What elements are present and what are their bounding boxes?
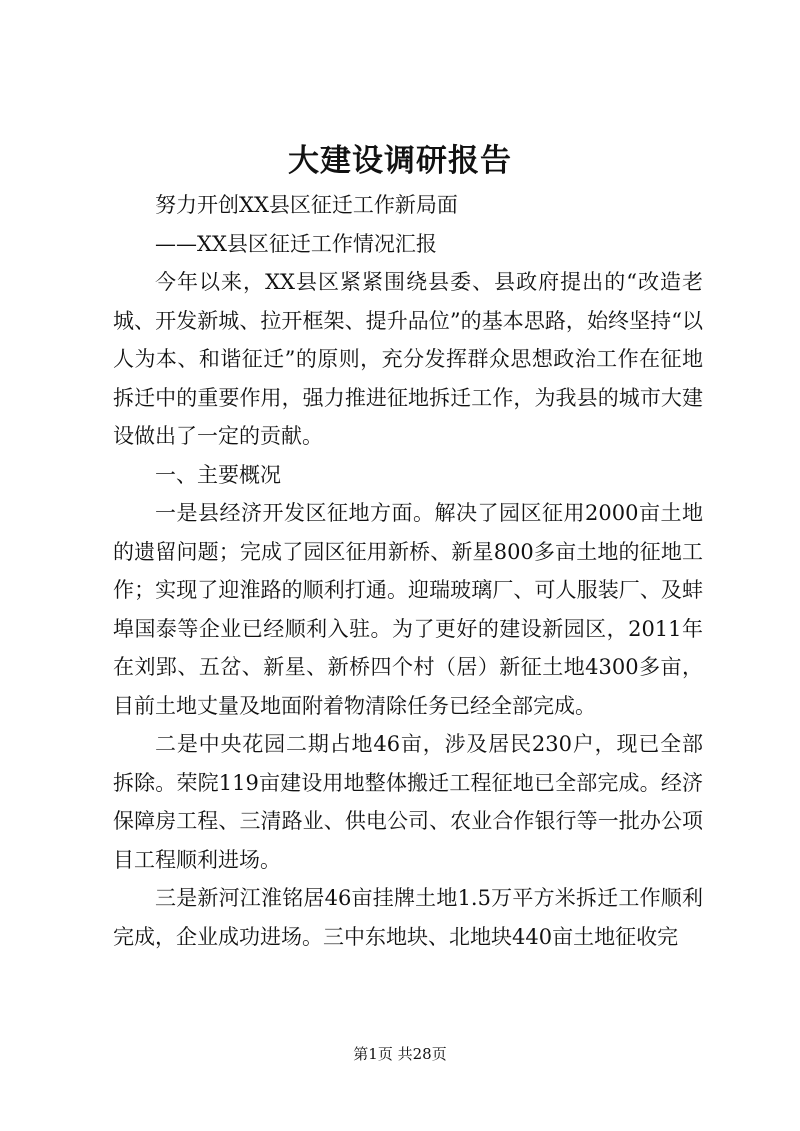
subtitle: 努力开创XX县区征迁工作新局面: [155, 193, 458, 217]
paragraph-item-2: 二是中央花园二期占地46亩，涉及居民230户，现已全部拆除。荣院119亩建设用地整体搬迁工程征地已全部完成。经济保障房工程、三清路业、供电公司、农业合作银行等一批办公项目工程顺利进场。: [113, 732, 703, 872]
document-body: [113, 186, 703, 956]
page-footer: 第1页 共28页: [353, 1045, 447, 1063]
paragraph-item-3: 三是新河江淮铭居46亩挂牌土地1.5万平方米拆迁工作顺利完成，企业成功进场。三中东地块、北地块440亩土地征收完: [113, 886, 703, 949]
paragraph-item-1: 一是县经济开发区征地方面。解决了园区征用2000亩土地的遗留问题；完成了园区征用新桥、新星800多亩土地的征地工作；实现了迎淮路的顺利打通。迎瑞玻璃厂、可人服装厂、及蚌埠国泰等企业已经顺利入驻。为了更好的建设新园区，2011年在刘郢、五岔、新星、新桥四个村（居）新征土地4300多亩，目前土地丈量及地面附着物清除任务已经全部完成。: [113, 501, 703, 718]
sub-subtitle: ——XX县区征迁工作情况汇报: [155, 231, 437, 256]
intro-paragraph: 今年以来，XX县区紧紧围绕县委、县政府提出的“改造老城、开发新城、拉开框架、提升品位”的基本思路，始终坚持“以人为本、和谐征迁”的原则，充分发挥群众思想政治工作在征地拆迁中的重要作用，强力推进征地拆迁工作，为我县的城市大建设做出了一定的贡献。: [113, 270, 703, 448]
section-heading: 一、主要概况: [155, 462, 281, 487]
document-title: 大建设调研报告: [288, 143, 512, 179]
